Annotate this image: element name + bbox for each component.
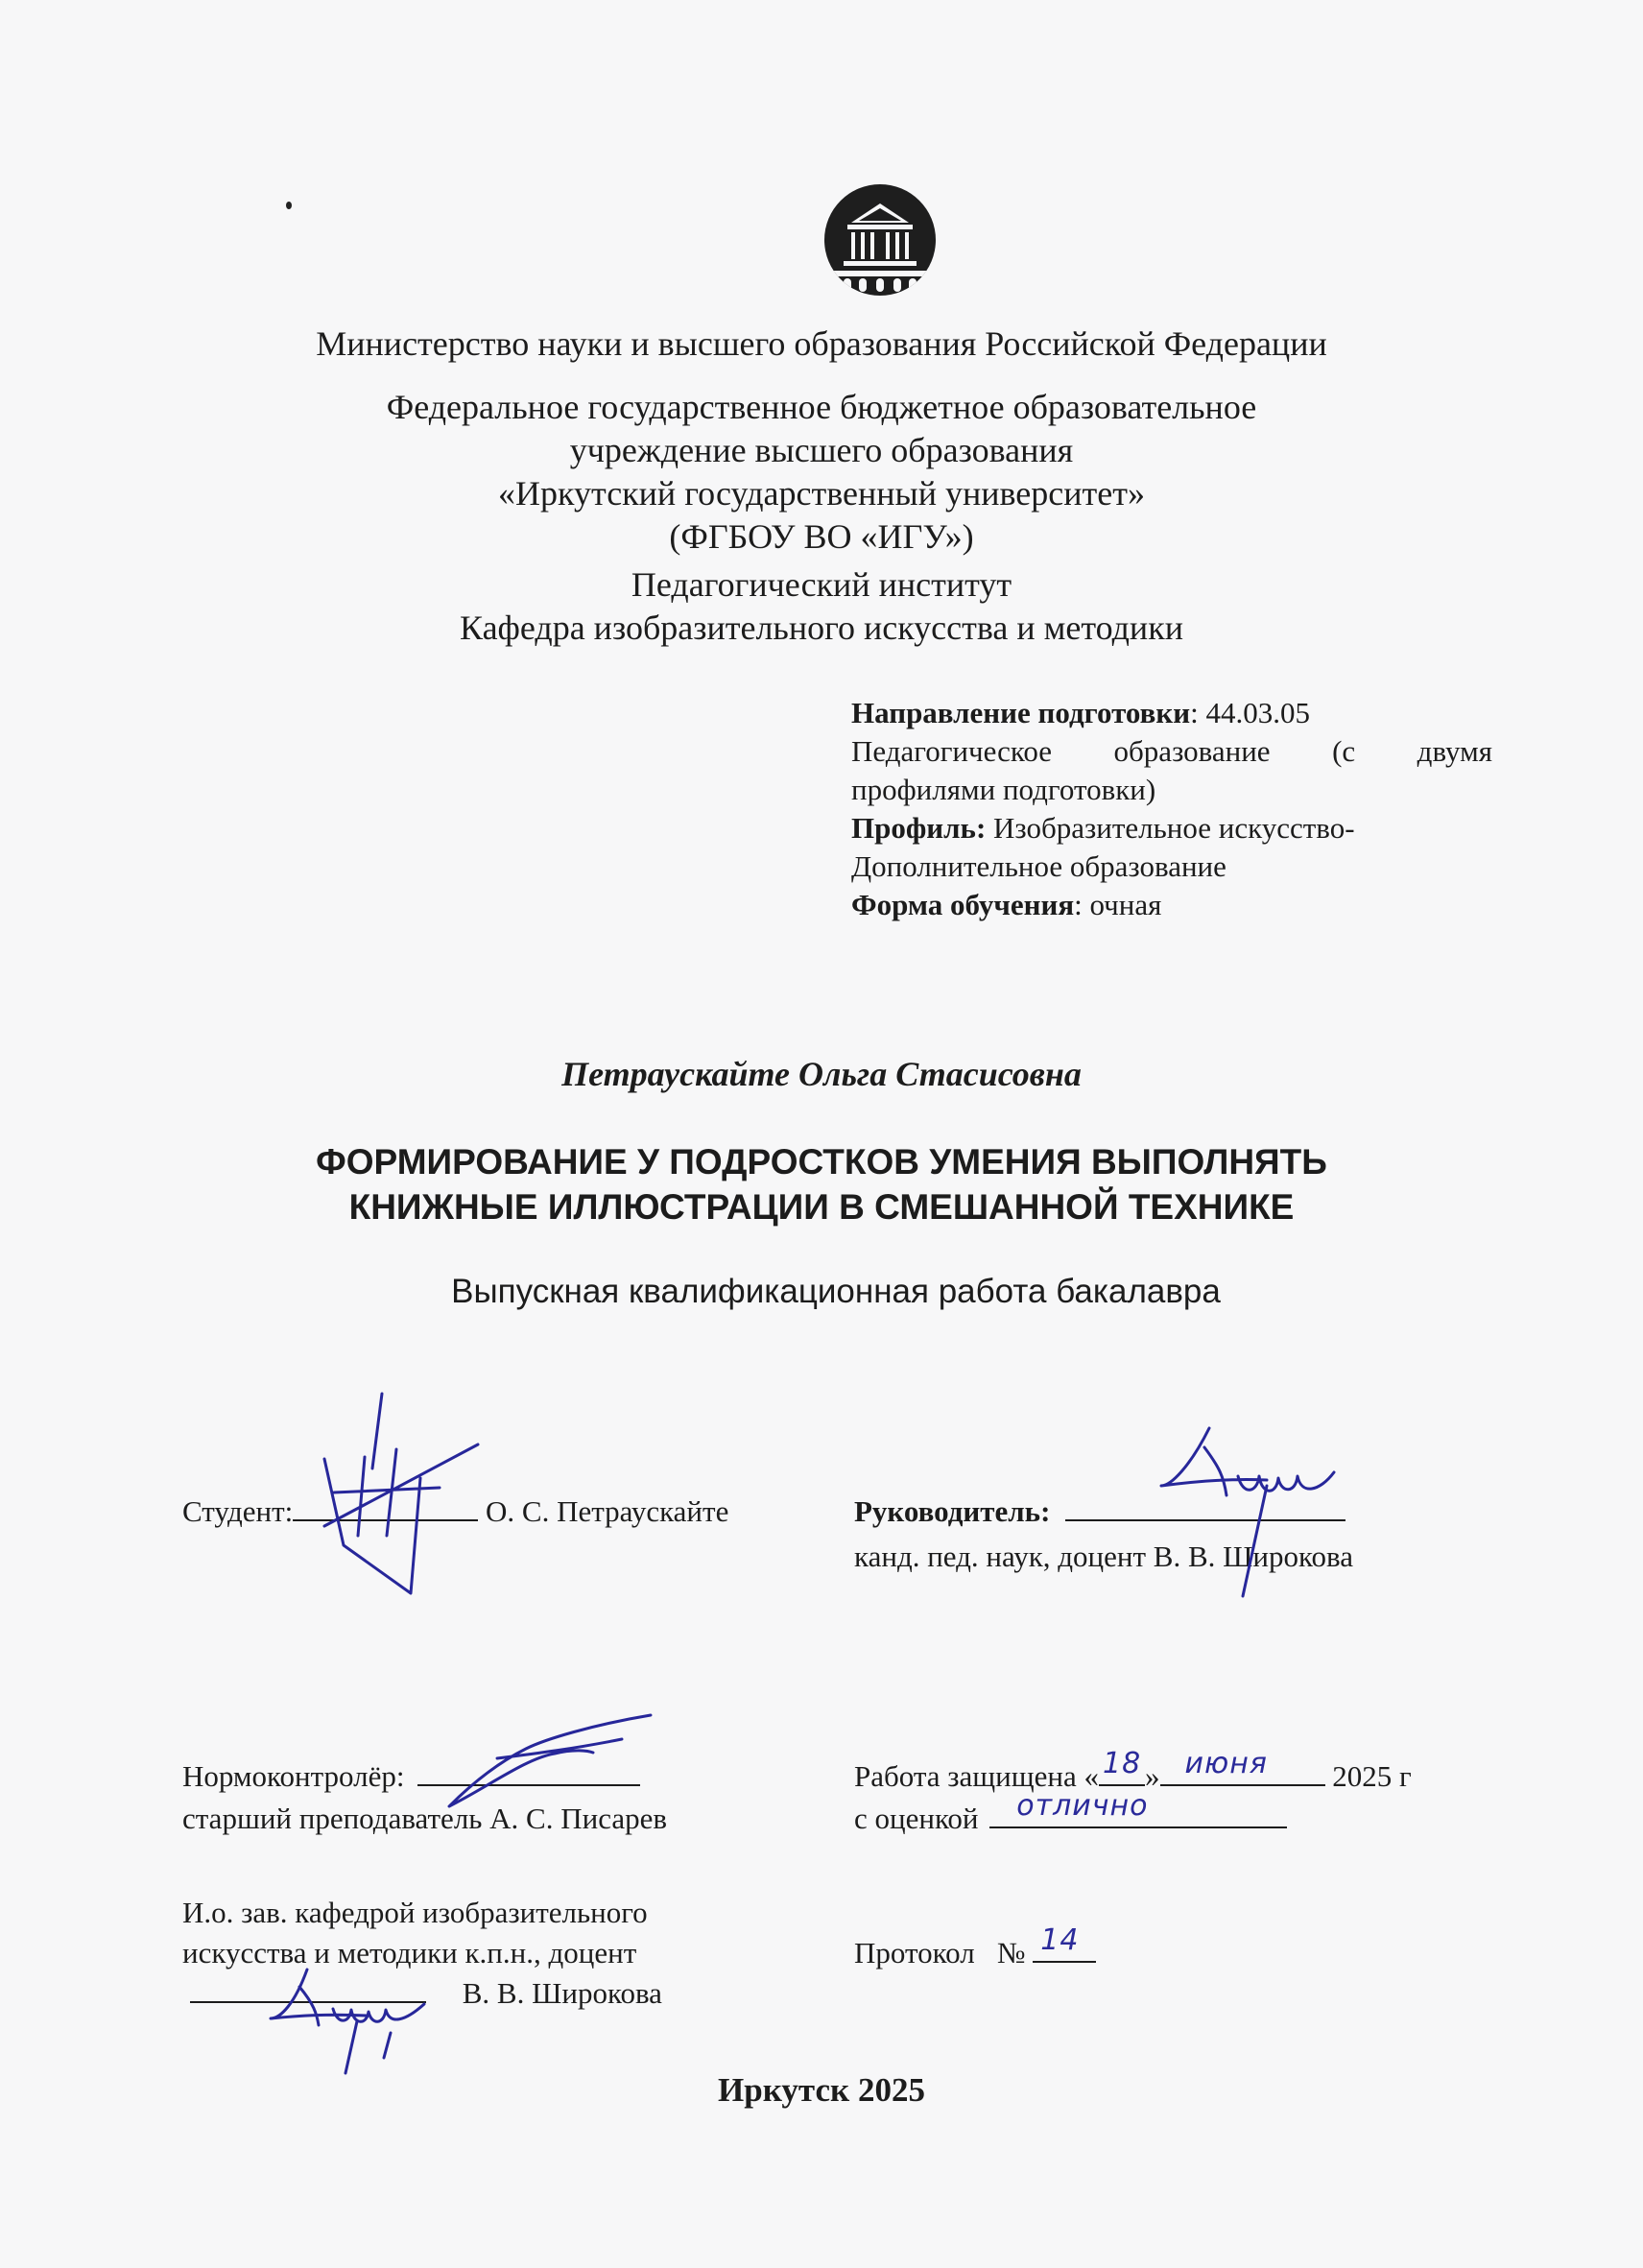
head-line-1: И.о. зав. кафедрой изобразительного — [182, 1896, 648, 1929]
protocol-number: 14 — [1040, 1923, 1080, 1957]
student-label: Студент: — [182, 1494, 294, 1528]
org-line-4: (ФГБОУ ВО «ИГУ») — [669, 517, 974, 556]
ministry-title: Министерство науки и высшего образования Российской Федерации — [316, 324, 1327, 363]
scan-mark — [286, 202, 292, 209]
direction-label: Направление подготовки — [851, 696, 1191, 729]
profile-value-1: Изобразительное искусство- — [986, 811, 1355, 845]
profile-label: Профиль: — [851, 811, 987, 845]
normcontrol-label: Нормоконтролёр: — [182, 1759, 405, 1793]
work-type: Выпускная квалификационная работа бакалавра — [451, 1273, 1221, 1310]
defended-year: 2025 г — [1332, 1759, 1412, 1793]
org-line-1: Федеральное государственное бюджетное образовательное — [386, 388, 1257, 426]
defended-month: июня — [1184, 1747, 1268, 1780]
direction-desc-2: профилями подготовки) — [851, 773, 1156, 806]
protocol-row — [854, 1923, 1096, 1971]
direction-value: : 44.03.05 — [1190, 696, 1310, 729]
protocol-number-field — [1033, 1923, 1096, 1963]
thesis-title-line-2: КНИЖНЫЕ ИЛЛЮСТРАЦИИ В СМЕШАННОЙ ТЕХНИКЕ — [348, 1187, 1295, 1227]
grade-label: с оценкой — [854, 1802, 979, 1835]
profile-line — [851, 810, 1492, 847]
org-line-3: «Иркутский государственный университет» — [498, 474, 1145, 513]
supervisor-label: Руководитель: — [854, 1494, 1051, 1528]
form-line — [851, 887, 1492, 923]
defended-mid: » — [1145, 1759, 1160, 1793]
normcontrol-signature — [430, 1710, 660, 1816]
defended-day-field — [1099, 1747, 1145, 1786]
defended-day: 18 — [1103, 1747, 1142, 1780]
thesis-title-line-1: ФОРМИРОВАНИЕ У ПОДРОСТКОВ УМЕНИЯ ВЫПОЛНЯТЬ — [316, 1142, 1327, 1182]
grade-row — [854, 1789, 1287, 1837]
defended-month-field — [1160, 1747, 1325, 1786]
protocol-label: Протокол — [854, 1936, 975, 1970]
head-signature — [261, 1966, 453, 2100]
student-signature — [305, 1392, 497, 1603]
org-line-2: учреждение высшего образования — [569, 431, 1074, 469]
supervisor-info: канд. пед. наук, доцент В. В. Широкова — [854, 1540, 1353, 1573]
department-name: Кафедра изобразительного искусства и методики — [460, 609, 1183, 647]
form-value: : очная — [1074, 888, 1162, 921]
student-name: О. С. Петраускайте — [486, 1494, 729, 1528]
supervisor-signature — [1152, 1419, 1344, 1601]
form-label: Форма обучения — [851, 888, 1075, 921]
city-year: Иркутск 2025 — [718, 2071, 925, 2109]
grade-value: отлично — [1016, 1789, 1149, 1823]
direction-line — [851, 695, 1492, 731]
protocol-no-sign: № — [996, 1936, 1026, 1970]
direction-desc-1: Педагогическое образование (с двумя — [851, 734, 1492, 768]
grade-field — [989, 1789, 1287, 1828]
institute-name: Педагогический институт — [631, 565, 1012, 604]
head-line-2: искусства и методики к.п.н., доцент — [182, 1936, 637, 1970]
university-building-icon — [822, 182, 938, 296]
profile-value-2: Дополнительное образование — [851, 849, 1226, 883]
head-name: В. В. Широкова — [462, 1976, 662, 2010]
normcontrol-info: старший преподаватель А. С. Писарев — [182, 1802, 668, 1835]
author-name: Петраускайте Ольга Стасисовна — [561, 1055, 1082, 1093]
defended-prefix: Работа защищена « — [854, 1759, 1099, 1793]
